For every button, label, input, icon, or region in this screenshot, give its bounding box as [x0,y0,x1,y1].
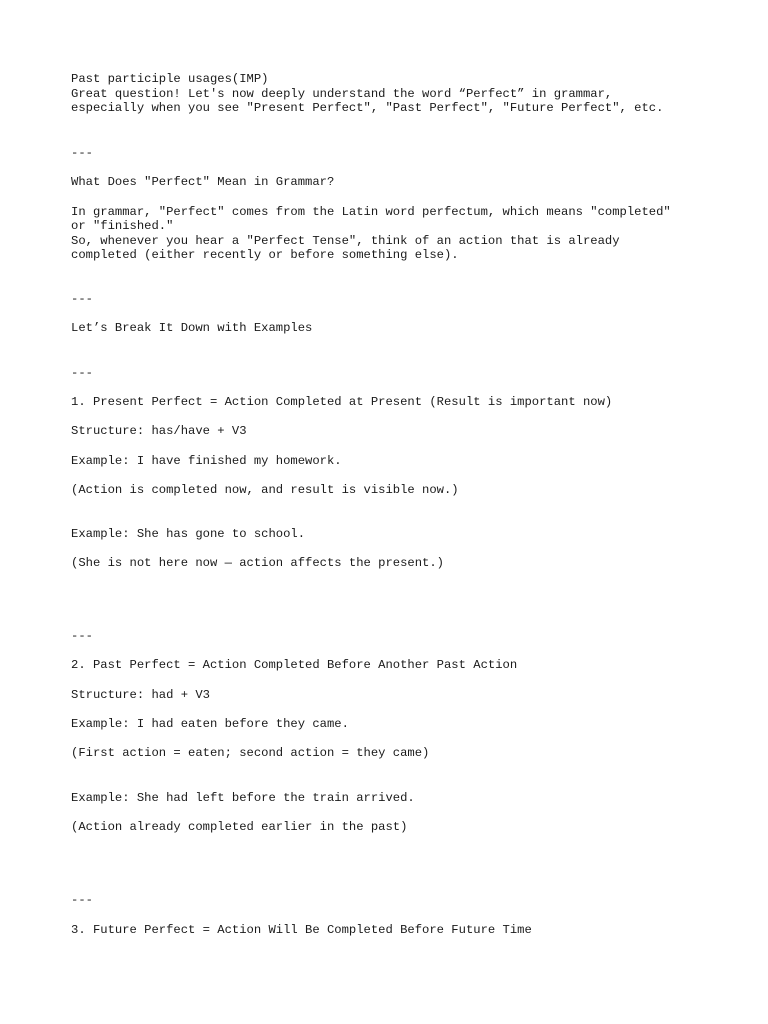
section-divider: --- [71,146,93,160]
paragraph-line: or "finished." [71,219,174,233]
example-line: Example: She had left before the train arrived. [71,791,415,805]
paragraph-line: So, whenever you hear a "Perfect Tense", think of an action that is already [71,234,620,248]
intro-line-1: Great question! Let's now deeply understand the word “Perfect” in grammar, [71,87,613,101]
explanation-line: (First action = eaten; second action = they came) [71,746,430,760]
document-title: Past participle usages(IMP) [71,72,269,86]
explanation-line: (Action is completed now, and result is visible now.) [71,483,459,497]
explanation-line: (Action already completed earlier in the past) [71,820,408,834]
paragraph-line: In grammar, "Perfect" comes from the Latin word perfectum, which means "completed" [71,205,671,219]
example-line: Example: She has gone to school. [71,527,306,541]
section-divider: --- [71,629,93,643]
example-line: Example: I have finished my homework. [71,454,342,468]
structure-line: Structure: has/have + V3 [71,424,247,438]
section-heading: What Does "Perfect" Mean in Grammar? [71,175,335,189]
structure-line: Structure: had + V3 [71,688,210,702]
section-heading: 2. Past Perfect = Action Completed Before Another Past Action [71,658,518,672]
explanation-line: (She is not here now — action affects the present.) [71,556,444,570]
section-heading: Let’s Break It Down with Examples [71,321,313,335]
intro-line-2: especially when you see "Present Perfect", "Past Perfect", "Future Perfect", etc. [71,101,664,115]
section-heading: 3. Future Perfect = Action Will Be Completed Before Future Time [71,923,532,937]
section-divider: --- [71,292,93,306]
example-line: Example: I had eaten before they came. [71,717,349,731]
section-divider: --- [71,366,93,380]
section-divider: --- [71,893,93,907]
section-heading: 1. Present Perfect = Action Completed at Present (Result is important now) [71,395,613,409]
paragraph-line: completed (either recently or before something else). [71,248,459,262]
